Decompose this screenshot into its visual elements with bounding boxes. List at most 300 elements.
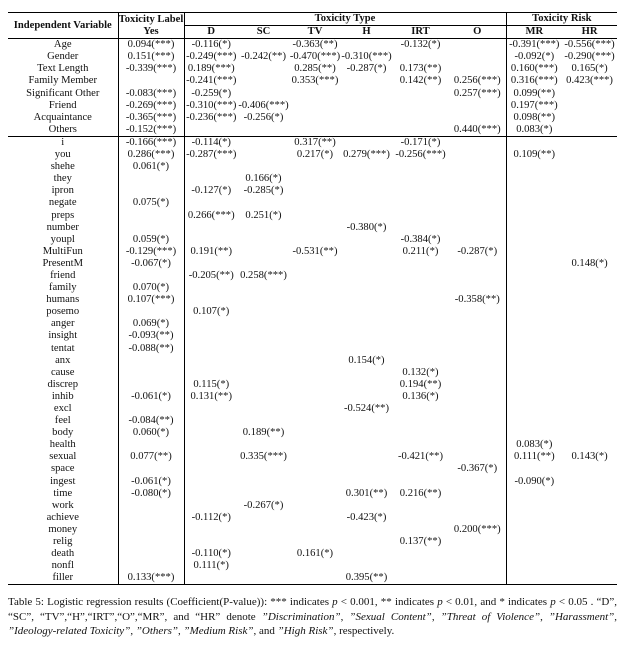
row-label: Age: [8, 39, 118, 52]
cell-TV: [289, 173, 341, 185]
header-col-hr: HR: [562, 26, 617, 39]
cell-O: [449, 439, 506, 451]
cell-O: [449, 330, 506, 342]
row-label: feel: [8, 415, 118, 427]
caption-segment: ”High Risk”: [277, 624, 334, 637]
cell-HR: [562, 379, 617, 391]
cell-HR: [562, 294, 617, 306]
cell-yes: -0.084(**): [118, 415, 184, 427]
row-label: money: [8, 524, 118, 536]
cell-MR: [506, 246, 562, 258]
cell-O: [449, 403, 506, 415]
cell-IRT: [392, 51, 449, 63]
cell-yes: 0.070(*): [118, 282, 184, 294]
cell-O: [449, 149, 506, 161]
cell-D: 0.189(***): [187, 63, 235, 75]
cell-yes: [118, 512, 184, 524]
row-label: death: [8, 548, 118, 560]
cell-yes: 0.059(*): [118, 234, 184, 246]
cell-SC: [238, 306, 289, 318]
cell-IRT: [392, 161, 449, 173]
cell-O: -0.287(*): [449, 246, 506, 258]
table-row: [8, 88, 617, 100]
cell-H: [341, 282, 392, 294]
cell-TV: 0.217(*): [296, 149, 334, 161]
row-label: work: [8, 500, 118, 512]
cell-TV: [289, 294, 341, 306]
cell-D: -0.112(*): [191, 511, 231, 523]
table-row: [8, 367, 617, 379]
cell-H: [341, 548, 392, 560]
cell-H: [341, 306, 392, 318]
cell-HR: [562, 197, 617, 209]
row-label: negate: [8, 197, 118, 209]
cell-SC: [238, 343, 289, 355]
caption-segment: ,: [178, 624, 184, 637]
cell-SC: [238, 572, 289, 585]
cell-yes: -0.339(***): [118, 63, 184, 75]
cell-H: 0.279(***): [343, 149, 390, 161]
cell-SC: [238, 355, 289, 367]
cell-yes: 0.151(***): [118, 51, 184, 63]
cell-yes: 0.077(**): [118, 451, 184, 463]
row-label: anx: [8, 355, 118, 367]
cell-IRT: [392, 270, 449, 282]
cell-MR: 0.083(*): [516, 123, 553, 135]
cell-MR: [506, 524, 562, 536]
cell-D: [184, 451, 238, 463]
cell-O: [449, 476, 506, 488]
cell-IRT: [392, 343, 449, 355]
cell-MR: -0.391(***): [509, 39, 560, 51]
cell-D: -0.205(**): [188, 269, 234, 281]
cell-MR: [506, 415, 562, 427]
cell-MR: [506, 488, 562, 500]
caption-segment: p: [332, 596, 338, 609]
cell-IRT: [392, 306, 449, 318]
cell-IRT: [392, 572, 449, 585]
table-caption: [8, 595, 617, 638]
cell-D: [184, 488, 238, 500]
cell-TV: [289, 197, 341, 209]
cell-IRT: -0.384(*): [400, 233, 441, 245]
cell-SC: [238, 548, 289, 560]
cell-D: -0.259(*): [191, 87, 232, 99]
cell-SC: [238, 136, 289, 149]
cell-D: [184, 161, 238, 173]
row-label: inhib: [8, 391, 118, 403]
cell-O: [449, 367, 506, 379]
cell-MR: [506, 355, 562, 367]
cell-H: 0.301(**): [345, 487, 388, 499]
table-row: [8, 124, 617, 137]
cell-H: [341, 185, 392, 197]
table-row: [8, 197, 617, 209]
cell-HR: [562, 355, 617, 367]
row-label: family: [8, 282, 118, 294]
cell-IRT: -0.421(**): [397, 451, 443, 463]
cell-SC: [238, 536, 289, 548]
cell-H: [341, 210, 392, 222]
cell-TV: 0.353(***): [291, 75, 339, 87]
cell-IRT: [392, 124, 449, 137]
cell-HR: [562, 343, 617, 355]
cell-D: [184, 439, 238, 451]
caption-segment: ”Medium Risk”: [183, 624, 254, 637]
cell-MR: [506, 197, 562, 209]
cell-O: [449, 318, 506, 330]
cell-yes: -0.061(*): [118, 391, 184, 403]
caption-segment: < 0.05 . “D”, “SC”, “TV”,“H”,“IRT”,“O”,“MR”, and “HR” denote: [8, 596, 617, 623]
cell-SC: [238, 318, 289, 330]
cell-IRT: -0.256(***): [395, 149, 446, 161]
cell-D: -0.114(*): [184, 136, 238, 149]
cell-MR: [506, 210, 562, 222]
cell-SC: [238, 63, 289, 75]
cell-IRT: [392, 222, 449, 234]
cell-TV: [289, 427, 341, 439]
table-row: [8, 330, 617, 342]
caption-segment: < 0.01, and * indicates: [442, 596, 551, 609]
cell-SC: -0.267(*): [243, 499, 284, 511]
table-row: [8, 306, 617, 318]
cell-TV: [289, 185, 341, 197]
cell-yes: [118, 270, 184, 282]
cell-SC: [238, 234, 289, 246]
cell-IRT: [392, 524, 449, 536]
table-row: [8, 149, 617, 161]
cell-MR: 0.083(*): [516, 439, 553, 451]
row-label: filler: [8, 572, 118, 585]
cell-IRT: -0.132(*): [400, 39, 441, 51]
cell-H: [341, 161, 392, 173]
row-label: youpl: [8, 234, 118, 246]
cell-MR: [506, 185, 562, 197]
cell-IRT: 0.137(**): [399, 536, 442, 548]
table-row: [8, 403, 617, 415]
cell-O: [449, 197, 506, 209]
cell-H: [341, 124, 392, 137]
cell-H: [341, 391, 392, 403]
regression-table: [8, 12, 617, 585]
row-label: discrep: [8, 379, 118, 391]
cell-D: [184, 343, 238, 355]
cell-yes: -0.129(***): [118, 246, 184, 258]
row-label: number: [8, 222, 118, 234]
cell-MR: 0.099(**): [513, 87, 556, 99]
cell-yes: 0.060(*): [118, 427, 184, 439]
cell-IRT: [392, 427, 449, 439]
table-row: [8, 439, 617, 451]
cell-O: [449, 536, 506, 548]
cell-TV: [289, 234, 341, 246]
cell-MR: [506, 463, 562, 475]
table-row: [8, 234, 617, 246]
table-row: [8, 476, 617, 488]
cell-TV: [289, 512, 341, 524]
row-label: Text Length: [8, 63, 118, 75]
table-row: [8, 246, 617, 258]
cell-O: -0.367(*): [449, 463, 506, 475]
table-row: [8, 282, 617, 294]
cell-TV: [289, 222, 341, 234]
cell-O: [449, 222, 506, 234]
table-row: [8, 173, 617, 185]
cell-IRT: [392, 403, 449, 415]
row-label: time: [8, 488, 118, 500]
cell-O: [449, 500, 506, 512]
cell-O: [449, 39, 506, 52]
cell-SC: -0.256(*): [243, 111, 284, 123]
table-row: [8, 270, 617, 282]
row-label: MultiFun: [8, 246, 118, 258]
cell-H: [341, 294, 392, 306]
cell-H: [341, 330, 392, 342]
table-row: [8, 524, 617, 536]
cell-IRT: [392, 258, 449, 270]
row-label: tentat: [8, 343, 118, 355]
cell-TV: [289, 488, 341, 500]
cell-IRT: 0.194(**): [399, 378, 442, 390]
cell-H: [341, 100, 392, 112]
cell-HR: [562, 572, 617, 585]
cell-HR: [562, 536, 617, 548]
cell-IRT: [392, 512, 449, 524]
table-row: [8, 318, 617, 330]
caption-segment: ”Ideology-related Toxicity”: [8, 624, 131, 637]
cell-TV: [289, 100, 341, 112]
cell-MR: [506, 258, 562, 270]
cell-TV: [289, 463, 341, 475]
cell-yes: [118, 524, 184, 536]
cell-TV: [289, 161, 341, 173]
cell-IRT: 0.216(**): [399, 487, 442, 499]
table-header: [8, 13, 617, 39]
cell-TV: [289, 536, 341, 548]
header-toxicity-label: [118, 13, 184, 39]
cell-H: -0.524(**): [343, 403, 389, 414]
cell-yes: 0.107(***): [118, 294, 184, 306]
row-label: Gender: [8, 51, 118, 63]
cell-H: [341, 246, 392, 258]
caption-segment: Table 5: Logistic regression results (Coefficient(P-value)): *** indicates: [8, 596, 333, 609]
cell-yes: -0.061(*): [118, 476, 184, 488]
cell-SC: [238, 476, 289, 488]
row-label: they: [8, 173, 118, 185]
cell-MR: [506, 548, 562, 560]
cell-HR: -0.556(***): [564, 39, 615, 51]
cell-MR: [506, 294, 562, 306]
table-row: [8, 112, 617, 124]
cell-yes: -0.083(***): [118, 88, 184, 100]
cell-TV: [289, 343, 341, 355]
row-label: anger: [8, 318, 118, 330]
cell-TV: [289, 391, 341, 403]
cell-IRT: [392, 88, 449, 100]
cell-SC: [238, 149, 289, 161]
cell-MR: 0.098(**): [513, 111, 556, 123]
cell-D: [184, 403, 238, 415]
cell-D: [184, 294, 238, 306]
cell-HR: [562, 88, 617, 100]
cell-D: 0.266(***): [187, 209, 235, 221]
cell-O: [449, 415, 506, 427]
cell-SC: [238, 75, 289, 87]
cell-SC: [238, 524, 289, 536]
row-label: friend: [8, 270, 118, 282]
cell-H: [341, 560, 392, 572]
cell-SC: 0.189(**): [242, 427, 285, 439]
table-row: [8, 258, 617, 270]
cell-yes: [118, 439, 184, 451]
cell-yes: [118, 367, 184, 379]
cell-SC: [238, 124, 289, 137]
cell-yes: [118, 173, 184, 185]
cell-O: [449, 548, 506, 560]
row-label: Others: [8, 124, 118, 137]
table-row: [8, 136, 617, 149]
cell-H: [341, 427, 392, 439]
cell-yes: -0.365(***): [118, 112, 184, 124]
cell-D: [184, 234, 238, 246]
cell-H: [341, 367, 392, 379]
cell-SC: [238, 246, 289, 258]
cell-yes: 0.069(*): [118, 318, 184, 330]
table-row: [8, 100, 617, 112]
cell-IRT: [392, 560, 449, 572]
cell-D: [184, 500, 238, 512]
cell-TV: [289, 258, 341, 270]
cell-O: [449, 391, 506, 403]
cell-H: [341, 439, 392, 451]
cell-H: [341, 270, 392, 282]
table-row: [8, 210, 617, 222]
row-label: nonfl: [8, 560, 118, 572]
cell-O: [449, 136, 506, 149]
cell-yes: -0.067(*): [118, 258, 184, 270]
cell-D: [184, 355, 238, 367]
caption-segment: ,: [614, 610, 618, 623]
cell-HR: [562, 427, 617, 439]
cell-HR: [562, 210, 617, 222]
table-row: [8, 560, 617, 572]
cell-yes: 0.075(*): [118, 197, 184, 209]
cell-SC: [238, 282, 289, 294]
cell-MR: -0.090(*): [514, 475, 555, 487]
cell-yes: -0.152(***): [118, 124, 184, 137]
cell-SC: -0.285(*): [243, 185, 284, 197]
cell-TV: 0.161(*): [296, 548, 334, 560]
cell-yes: -0.093(**): [118, 330, 184, 342]
cell-O: [449, 379, 506, 391]
cell-O: [449, 282, 506, 294]
cell-O: 0.440(***): [449, 124, 506, 137]
cell-SC: [238, 39, 289, 52]
header-toxicity-type: Toxicity Type: [184, 13, 506, 26]
cell-HR: [562, 270, 617, 282]
cell-MR: [506, 306, 562, 318]
cell-D: [184, 258, 238, 270]
cell-SC: [238, 88, 289, 100]
cell-TV: [289, 476, 341, 488]
caption-segment: ”Threat of Violence”: [440, 610, 541, 623]
cell-D: -0.116(*): [191, 39, 231, 51]
table-row: [8, 161, 617, 173]
cell-TV: [289, 415, 341, 427]
cell-H: [341, 500, 392, 512]
cell-IRT: [392, 197, 449, 209]
cell-HR: 0.143(*): [571, 451, 608, 463]
cell-H: [341, 75, 392, 87]
header-col-tv: TV: [289, 26, 341, 39]
cell-H: [341, 136, 392, 149]
cell-O: [449, 560, 506, 572]
cell-H: [341, 318, 392, 330]
cell-SC: 0.335(***): [240, 451, 287, 463]
cell-MR: -0.092(*): [514, 51, 555, 63]
cell-HR: [562, 500, 617, 512]
cell-O: [449, 427, 506, 439]
caption-segment: ”Discrimination”: [261, 610, 341, 623]
table-row: [8, 548, 617, 560]
cell-SC: -0.406(***): [238, 99, 289, 111]
table-row: [8, 222, 617, 234]
cell-yes: [118, 222, 184, 234]
header-col-d: D: [184, 26, 238, 39]
cell-IRT: [392, 185, 449, 197]
row-label: space: [8, 463, 118, 475]
cell-MR: [506, 161, 562, 173]
cell-yes: 0.094(***): [118, 39, 184, 52]
cell-IRT: [392, 294, 449, 306]
cell-HR: [562, 318, 617, 330]
cell-IRT: [392, 100, 449, 112]
cell-O: [449, 112, 506, 124]
cell-O: [449, 343, 506, 355]
cell-O: 0.200(***): [449, 524, 506, 536]
cell-H: [341, 112, 392, 124]
cell-H: -0.380(*): [346, 221, 387, 233]
cell-HR: [562, 173, 617, 185]
cell-D: [184, 524, 238, 536]
cell-O: [449, 63, 506, 75]
cell-H: [341, 379, 392, 391]
caption-segment: ,: [130, 624, 136, 637]
cell-D: -0.110(*): [191, 548, 231, 560]
cell-H: [341, 343, 392, 355]
row-label: i: [8, 136, 118, 149]
cell-yes: [118, 560, 184, 572]
cell-IRT: [392, 318, 449, 330]
row-label: insight: [8, 330, 118, 342]
header-toxicity-risk: Toxicity Risk: [506, 13, 617, 26]
cell-TV: [289, 282, 341, 294]
row-label: humans: [8, 294, 118, 306]
cell-IRT: 0.142(**): [399, 75, 442, 87]
cell-HR: [562, 512, 617, 524]
cell-IRT: [392, 173, 449, 185]
cell-TV: [289, 88, 341, 100]
cell-IRT: -0.171(*): [392, 136, 449, 149]
cell-TV: [289, 210, 341, 222]
cell-MR: 0.109(**): [513, 149, 556, 161]
table-row: [8, 415, 617, 427]
caption-segment: ”Sexual Content”: [349, 610, 432, 623]
cell-MR: [506, 427, 562, 439]
cell-MR: [506, 500, 562, 512]
cell-TV: [289, 524, 341, 536]
row-label: shehe: [8, 161, 118, 173]
